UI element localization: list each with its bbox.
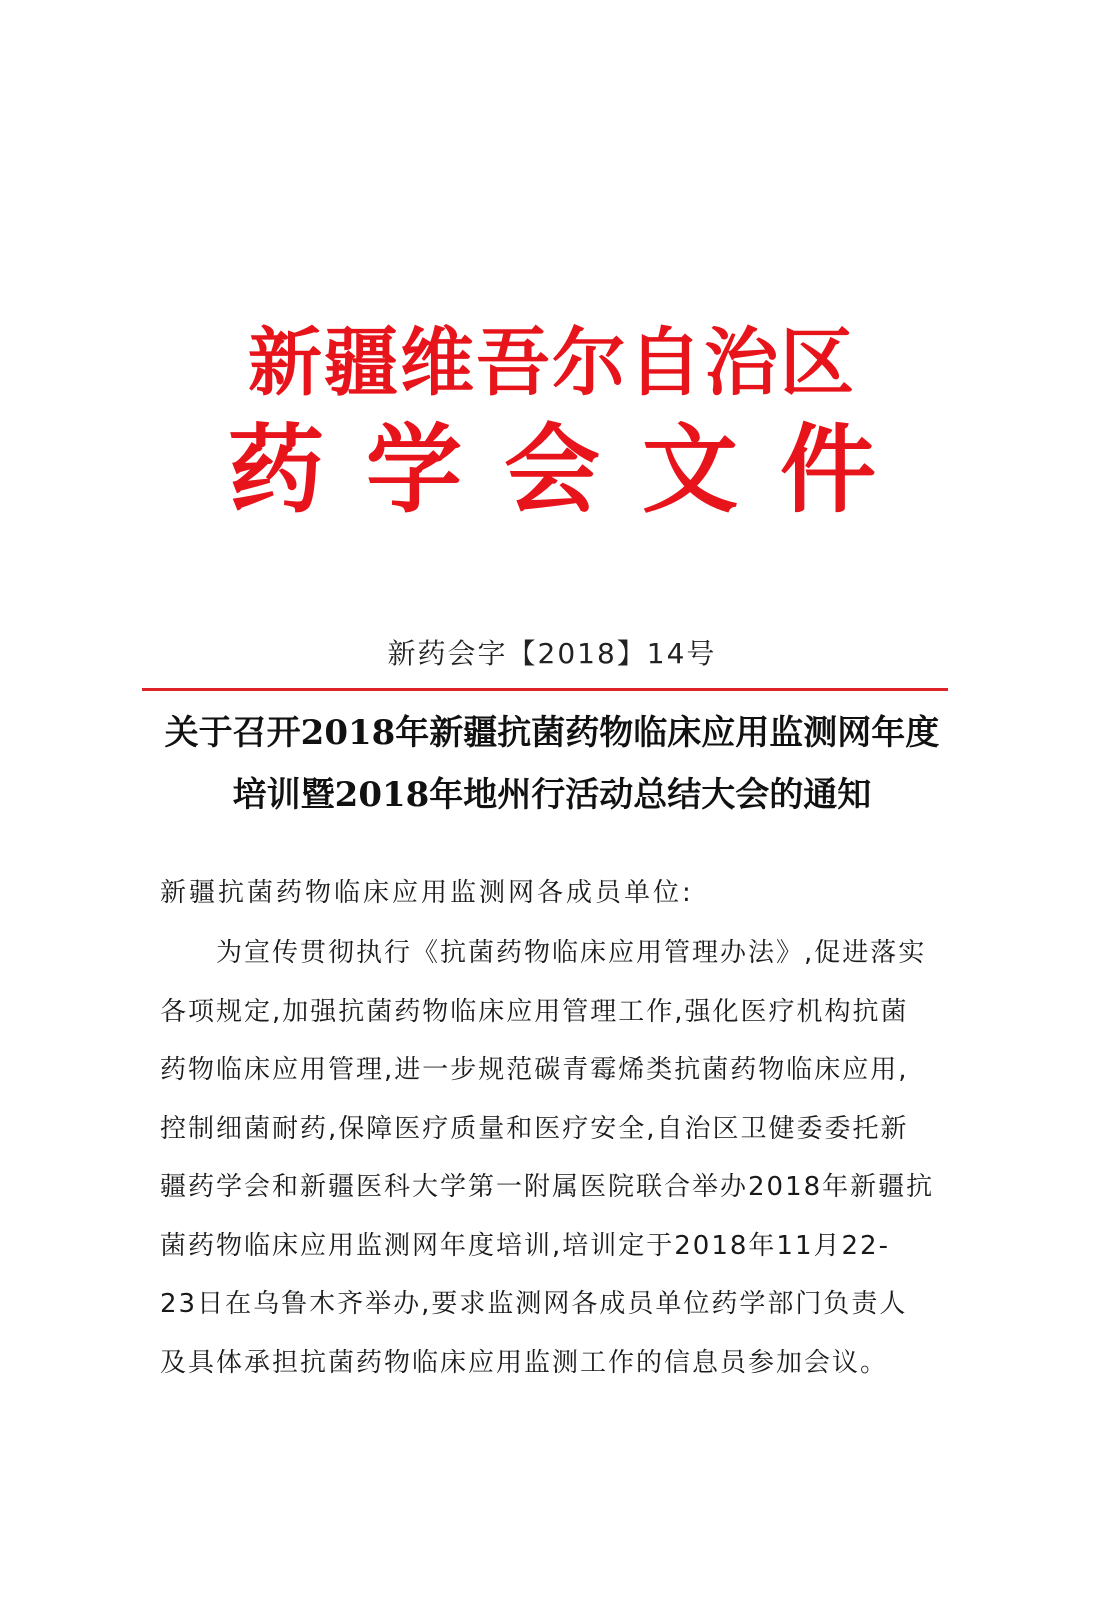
notice-title-line-1: 关于召开2018年新疆抗菌药物临床应用监测网年度 <box>164 713 940 753</box>
issuer-name: 新疆维吾尔自治区 <box>248 320 856 406</box>
body-paragraph <box>160 924 935 1392</box>
notice-title <box>120 702 984 826</box>
body-line: 药物临床应用管理,进一步规范碳青霉烯类抗菌药物临床应用, <box>160 1055 909 1085</box>
body-line: 23日在乌鲁木齐举办,要求监测网各成员单位药学部门负责人 <box>160 1289 908 1319</box>
salutation: 新疆抗菌药物临床应用监测网各成员单位: <box>160 878 694 908</box>
document-number: 新药会字【2018】14号 <box>387 637 717 670</box>
body-line: 及具体承担抗菌药物临床应用监测工作的信息员参加会议。 <box>160 1347 889 1378</box>
body-line: 为宣传贯彻执行《抗菌药物临床应用管理办法》,促进落实 <box>216 938 927 968</box>
document-type-heading: 药学会文件 <box>228 413 918 526</box>
body-line: 各项规定,加强抗菌药物临床应用管理工作,强化医疗机构抗菌 <box>160 996 909 1027</box>
body-line: 菌药物临床应用监测网年度培训,培训定于2018年11月22- <box>160 1230 890 1261</box>
body-line: 疆药学会和新疆医科大学第一附属医院联合举办2018年新疆抗 <box>160 1172 935 1202</box>
body-line: 控制细菌耐药,保障医疗质量和医疗安全,自治区卫健委委托新 <box>160 1113 909 1144</box>
notice-title-line-2: 培训暨2018年地州行活动总结大会的通知 <box>232 775 872 815</box>
red-divider-line <box>142 688 948 691</box>
